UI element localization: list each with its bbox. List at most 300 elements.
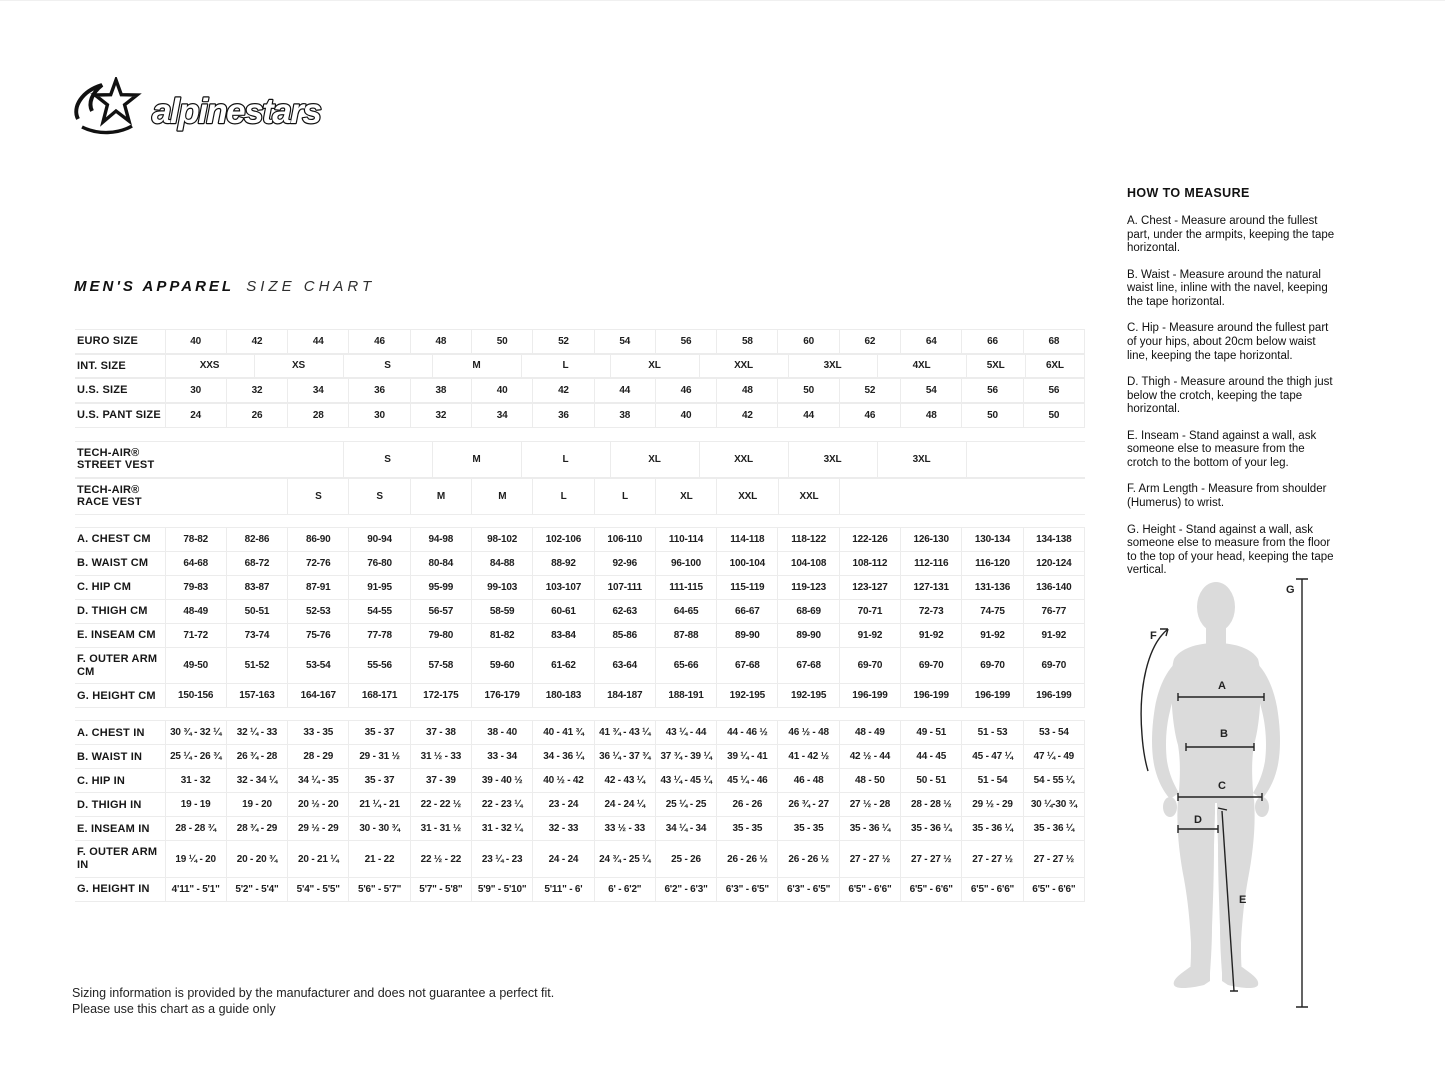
how-to-measure-list [1127,215,1335,578]
table-cell: 110-114 [655,528,716,552]
table-cell: 54 [901,379,962,403]
table-cell: 112-116 [901,552,962,576]
table-cell: 3XL [788,441,877,477]
table-cell: 67-68 [778,648,839,684]
table-row [75,793,1085,817]
table-cell: 5'4" - 5'5" [288,877,349,901]
table-cell: 106-110 [594,528,655,552]
table-cell: 37 ¾ - 39 ¼ [655,745,716,769]
table-cell: 36 [349,379,410,403]
table-cell: 22 ½ - 22 [410,841,471,877]
measurements-inches-table [75,720,1085,901]
table-cell: 27 ½ - 28 [839,793,900,817]
disclaimer-line-2: Please use this chart as a guide only [72,1002,276,1017]
table-cell: 26 - 26 ½ [778,841,839,877]
table-cell: 100-104 [717,552,778,576]
table-cell: 53-54 [288,648,349,684]
figure-label-g: G [1286,584,1295,596]
table-cell: 60-61 [533,600,594,624]
table-cell: 82-86 [226,528,287,552]
table-cell: 26 - 26 [717,793,778,817]
table-cell: 34 [288,379,349,403]
table-cell: 38 [410,379,471,403]
table-cell: 35 - 36 ¼ [962,817,1023,841]
table-cell: 59-60 [471,648,532,684]
table-cell: 51-52 [226,648,287,684]
table-cell [226,478,287,514]
table-cell: 24 - 24 ¼ [594,793,655,817]
table-cell: 86-90 [288,528,349,552]
table-cell: 35 - 36 ¼ [901,817,962,841]
table-cell: 39 - 40 ½ [471,769,532,793]
table-row [75,552,1085,576]
table-cell: 89-90 [717,624,778,648]
table-cell: M [432,354,521,378]
table-cell: 50 [1023,403,1084,427]
table-cell: 29 ½ - 29 [962,793,1023,817]
table-cell: 184-187 [594,684,655,708]
table-cell: 28 - 28 ½ [901,793,962,817]
table-cell: 32 - 33 [533,817,594,841]
table-cell: 31 - 32 ¼ [471,817,532,841]
table-cell: 50 [471,330,532,354]
table-cell: 27 - 27 ½ [962,841,1023,877]
table-cell: 20 ½ - 20 [288,793,349,817]
table-cell [1026,441,1086,477]
table-cell: 32 [410,403,471,427]
table-cell: 36 [533,403,594,427]
table-cell: 107-111 [594,576,655,600]
table-cell: 192-195 [717,684,778,708]
brand-wordmark: alpinestars [152,92,321,131]
table-cell: S [343,354,432,378]
table-cell: 196-199 [962,684,1023,708]
table-cell [966,441,1026,477]
table-cell: 90-94 [349,528,410,552]
row-label: B. WAIST IN [75,745,165,769]
spacer [75,515,1085,527]
table-cell: 69-70 [1023,648,1084,684]
table-cell: 57-58 [410,648,471,684]
table-cell: 126-130 [901,528,962,552]
table-cell: 48-49 [165,600,226,624]
table-row [75,403,1085,427]
table-cell: 34 ¼ - 35 [288,769,349,793]
measure-instruction: B. Waist - Measure around the natural waist line, inline with the navel, keeping the tape horizontal. [1127,268,1328,308]
table-cell: XXL [778,478,839,514]
height-measurement-line [1296,579,1308,1007]
table-cell: 118-122 [778,528,839,552]
table-cell: 33 - 34 [471,745,532,769]
table-cell: 55-56 [349,648,410,684]
table-cell: 50 [778,379,839,403]
table-cell: 46 [839,403,900,427]
table-cell: 92-96 [594,552,655,576]
table-cell: XXL [699,354,788,378]
table-cell: L [533,478,594,514]
tech-air-street-vest-table [75,441,1085,478]
table-cell: 21 ¼ - 21 [349,793,410,817]
table-cell: 32 [226,379,287,403]
row-label: U.S. PANT SIZE [75,403,165,427]
figure-label-b: B [1220,728,1228,740]
table-cell: 157-163 [226,684,287,708]
table-cell: 56 [962,379,1023,403]
table-cell [962,478,1023,514]
table-cell: 5'9" - 5'10" [471,877,532,901]
table-cell: 5'2" - 5'4" [226,877,287,901]
table-cell: 27 - 27 ½ [901,841,962,877]
table-cell: 29 ½ - 29 [288,817,349,841]
table-row [75,379,1085,403]
table-cell: 32 - 34 ¼ [226,769,287,793]
table-cell: L [594,478,655,514]
table-cell: 58 [717,330,778,354]
table-row [75,354,1085,378]
table-cell: 26 ¾ - 28 [226,745,287,769]
table-cell [901,478,962,514]
table-cell: 19 - 20 [226,793,287,817]
table-cell: 150-156 [165,684,226,708]
table-cell: 44 [594,379,655,403]
table-cell: XL [610,354,699,378]
table-cell: 39 ¼ - 41 [717,745,778,769]
table-cell: 91-92 [1023,624,1084,648]
tech-air-race-vest-table [75,478,1085,515]
table-cell: 120-124 [1023,552,1084,576]
table-cell: 68 [1023,330,1084,354]
table-cell: 42 [717,403,778,427]
table-cell: 108-112 [839,552,900,576]
euro-size-table [75,329,1085,354]
table-cell: 60 [778,330,839,354]
table-cell: 78-82 [165,528,226,552]
row-label: E. INSEAM CM [75,624,165,648]
table-cell: 4XL [877,354,966,378]
table-cell: 48 [717,379,778,403]
table-cell: 42 ½ - 44 [839,745,900,769]
table-cell: 41 ¾ - 43 ¼ [594,721,655,745]
table-cell: 87-88 [655,624,716,648]
table-cell: S [349,478,410,514]
table-cell: 99-103 [471,576,532,600]
table-row [75,817,1085,841]
table-cell: 116-120 [962,552,1023,576]
figure-label-e: E [1239,894,1247,906]
table-cell: XS [254,354,343,378]
table-row [75,684,1085,708]
measure-instruction: D. Thigh - Measure around the thigh just below the crotch, keeping the tape horizontal. [1127,376,1333,416]
table-cell: 62-63 [594,600,655,624]
row-label: D. THIGH CM [75,600,165,624]
table-cell: 111-115 [655,576,716,600]
row-label: E. INSEAM IN [75,817,165,841]
table-cell: 130-134 [962,528,1023,552]
table-cell: 76-77 [1023,600,1084,624]
table-cell: 77-78 [349,624,410,648]
table-cell: 25 - 26 [655,841,716,877]
table-cell: 41 - 42 ½ [778,745,839,769]
table-cell: 30 ¾ - 32 ¼ [165,721,226,745]
table-cell: 3XL [788,354,877,378]
table-cell: 20 - 21 ¼ [288,841,349,877]
table-cell: 44 - 45 [901,745,962,769]
table-cell: 38 - 40 [471,721,532,745]
page-title [74,278,375,295]
table-cell: 24 [165,403,226,427]
table-cell: 6'3" - 6'5" [717,877,778,901]
table-cell: 5'11" - 6' [533,877,594,901]
table-cell [165,478,226,514]
table-cell: 53 - 54 [1023,721,1084,745]
table-cell: 71-72 [165,624,226,648]
measurements-cm-table [75,527,1085,708]
table-cell: 37 - 39 [410,769,471,793]
table-cell: 43 ¼ - 44 [655,721,716,745]
table-cell: 70-71 [839,600,900,624]
table-cell: 37 - 38 [410,721,471,745]
table-cell: 40 [165,330,226,354]
size-chart-tables [75,329,1085,902]
table-cell: 35 - 36 ¼ [839,817,900,841]
table-cell: 40 [471,379,532,403]
page-title-primary: MEN'S APPAREL [74,278,235,295]
figure-label-c: C [1218,780,1226,792]
table-cell: 123-127 [839,576,900,600]
table-cell: 127-131 [901,576,962,600]
table-cell: 72-73 [901,600,962,624]
table-cell: 27 - 27 ½ [839,841,900,877]
table-cell: 45 ¼ - 46 [717,769,778,793]
row-label: F. OUTER ARM CM [75,648,165,684]
row-label: D. THIGH IN [75,793,165,817]
measure-instruction: A. Chest - Measure around the fullest part, under the armpits, keeping the tape horizontal. [1127,215,1335,255]
table-cell: 58-59 [471,600,532,624]
table-cell: 103-107 [533,576,594,600]
how-to-measure-panel [1127,186,1335,591]
table-cell: 43 ¼ - 45 ¼ [655,769,716,793]
table-cell: 6' - 6'2" [594,877,655,901]
table-row [75,769,1085,793]
table-cell: 44 [288,330,349,354]
table-cell: 75-76 [288,624,349,648]
row-label: C. HIP IN [75,769,165,793]
table-cell: 28 [288,403,349,427]
row-label: TECH-AIR® STREET VEST [75,441,165,477]
table-cell: 104-108 [778,552,839,576]
table-cell: M [410,478,471,514]
table-cell: 61-62 [533,648,594,684]
table-cell: 24 - 24 [533,841,594,877]
table-cell: 26 [226,403,287,427]
table-cell: 68-69 [778,600,839,624]
figure-label-a: A [1218,680,1226,692]
table-cell [840,478,901,514]
table-cell: 83-87 [226,576,287,600]
table-row [75,721,1085,745]
table-cell: 6'3" - 6'5" [778,877,839,901]
table-cell: 26 ¾ - 27 [778,793,839,817]
table-row [75,330,1085,354]
table-cell: 98-102 [471,528,532,552]
table-cell: 91-92 [839,624,900,648]
table-cell [1024,478,1085,514]
table-cell: 42 - 43 ¼ [594,769,655,793]
table-cell: 6'2" - 6'3" [655,877,716,901]
table-row [75,841,1085,877]
table-cell: 35 - 35 [717,817,778,841]
table-cell: 54-55 [349,600,410,624]
table-row [75,648,1085,684]
table-cell: 46 ½ - 48 [778,721,839,745]
table-cell: 87-91 [288,576,349,600]
table-cell: 34 ¼ - 34 [655,817,716,841]
table-cell: 54 [594,330,655,354]
table-cell: 180-183 [533,684,594,708]
table-cell: 19 - 19 [165,793,226,817]
table-cell: 69-70 [901,648,962,684]
row-label: A. CHEST IN [75,721,165,745]
table-cell: 44 [778,403,839,427]
measure-instruction: F. Arm Length - Measure from shoulder (Humerus) to wrist. [1127,483,1327,509]
table-cell: 42 [533,379,594,403]
table-cell [165,441,254,477]
table-cell [254,441,343,477]
table-row [75,576,1085,600]
table-cell: 49 - 51 [901,721,962,745]
table-cell: 64-65 [655,600,716,624]
table-cell: 52 [839,379,900,403]
body-diagram-graphic [1126,567,1326,1019]
table-cell: 80-84 [410,552,471,576]
table-cell: 33 ½ - 33 [594,817,655,841]
table-cell: 50 [962,403,1023,427]
footer-disclaimer [72,985,554,1018]
row-label: U.S. SIZE [75,379,165,403]
table-cell: 52-53 [288,600,349,624]
table-cell: 5'7" - 5'8" [410,877,471,901]
table-cell: 83-84 [533,624,594,648]
measure-instruction: C. Hip - Measure around the fullest part of your hips, about 20cm below waist line, keeping the tape horizontal. [1127,322,1329,362]
table-cell: 54 - 55 ¼ [1023,769,1084,793]
table-cell: XL [610,441,699,477]
row-label: G. HEIGHT CM [75,684,165,708]
table-cell: S [288,478,349,514]
table-cell: 22 - 22 ½ [410,793,471,817]
alpinestars-logo [68,77,348,144]
table-cell: 34 [471,403,532,427]
how-to-measure-heading: HOW TO MEASURE [1127,186,1250,200]
figure-label-f: F [1150,630,1157,642]
table-cell: 65-66 [655,648,716,684]
table-cell: 46 [349,330,410,354]
table-cell: 79-83 [165,576,226,600]
table-cell: 35 - 36 ¼ [1023,817,1084,841]
alpinestars-logo-graphic [68,77,348,139]
table-cell: 47 ¼ - 49 [1023,745,1084,769]
table-cell: 32 ¼ - 33 [226,721,287,745]
table-cell: S [343,441,432,477]
table-row [75,745,1085,769]
row-label: F. OUTER ARM IN [75,841,165,877]
table-cell: L [521,441,610,477]
table-cell: 122-126 [839,528,900,552]
int-size-table [75,354,1085,379]
table-cell: 196-199 [1023,684,1084,708]
table-cell: 76-80 [349,552,410,576]
body-measurement-diagram [1126,567,1326,1024]
table-cell: 38 [594,403,655,427]
table-cell: 50 - 51 [901,769,962,793]
measure-instruction: G. Height - Stand against a wall, ask someone else to measure from the floor to the top of your head, keeping the tape vertical. [1127,523,1334,577]
table-cell: 119-123 [778,576,839,600]
table-cell: 48 - 50 [839,769,900,793]
page-title-secondary: SIZE CHART [246,278,376,295]
table-cell: 29 - 31 ½ [349,745,410,769]
table-cell: 56-57 [410,600,471,624]
table-cell: 31 - 32 [165,769,226,793]
table-cell: 21 - 22 [349,841,410,877]
row-label: B. WAIST CM [75,552,165,576]
measure-instruction: E. Inseam - Stand against a wall, ask someone else to measure from the crotch to the bottom of your leg. [1127,429,1317,469]
table-row [75,624,1085,648]
table-cell: 89-90 [778,624,839,648]
table-row [75,441,1085,477]
table-cell: 66 [962,330,1023,354]
table-cell: 56 [1023,379,1084,403]
table-cell: 22 - 23 ¼ [471,793,532,817]
table-row [75,478,1085,514]
row-label: EURO SIZE [75,330,165,354]
table-cell: 45 - 47 ¼ [962,745,1023,769]
table-cell: 40 ½ - 42 [533,769,594,793]
table-cell: 46 [655,379,716,403]
table-cell: 23 - 24 [533,793,594,817]
row-label: TECH-AIR® RACE VEST [75,478,165,514]
figure-label-d: D [1194,814,1202,826]
table-cell: 35 - 37 [349,769,410,793]
us-size-table [75,378,1085,403]
table-cell: 66-67 [717,600,778,624]
table-cell: 192-195 [778,684,839,708]
table-cell: 91-95 [349,576,410,600]
table-cell: 172-175 [410,684,471,708]
spacer [75,708,1085,720]
table-cell: 49-50 [165,648,226,684]
table-cell: 91-92 [901,624,962,648]
table-cell: 188-191 [655,684,716,708]
table-cell: 69-70 [962,648,1023,684]
table-cell: 115-119 [717,576,778,600]
table-cell: 34 - 36 ¼ [533,745,594,769]
table-cell: 6'5" - 6'6" [839,877,900,901]
table-cell: 35 - 35 [778,817,839,841]
table-cell: 136-140 [1023,576,1084,600]
table-cell: 33 - 35 [288,721,349,745]
figure-silhouette [1152,582,1280,988]
table-cell: 24 ¾ - 25 ¼ [594,841,655,877]
table-cell: 168-171 [349,684,410,708]
row-label: INT. SIZE [75,354,165,378]
table-cell: 74-75 [962,600,1023,624]
table-cell: 30 [349,403,410,427]
table-cell: 114-118 [717,528,778,552]
table-cell: 42 [226,330,287,354]
table-cell: XXS [165,354,254,378]
table-cell: 20 - 20 ¾ [226,841,287,877]
star-icon [76,80,137,133]
table-cell: M [472,478,533,514]
